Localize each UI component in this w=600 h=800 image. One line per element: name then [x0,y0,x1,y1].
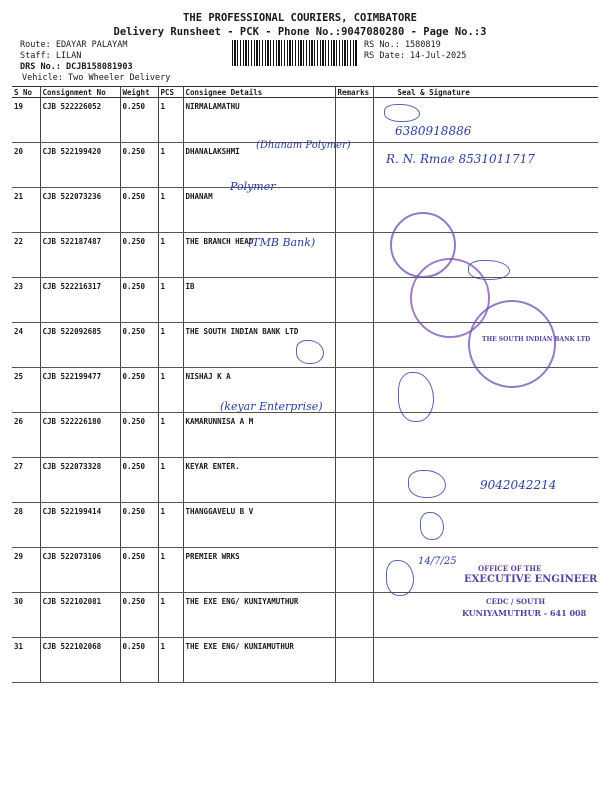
weight: 0.250 [120,98,158,143]
pcs: 1 [158,98,183,143]
col-remarks: Remarks [335,87,373,98]
vehicle-label: Vehicle: Two Wheeler Delivery [22,73,171,83]
remarks [335,233,373,278]
col-seal: Seal & Signature [373,87,598,98]
runsheet-subtitle: Delivery Runsheet - PCK - Phone No.:9047080280 - Page No.:3 [113,26,487,38]
consignee: THE BRANCH HEAD [183,233,335,278]
col-weight: Weight [120,87,158,98]
consignment-no: CJB 522073106 [40,548,120,593]
sno: 21 [12,188,40,233]
remarks [335,323,373,368]
weight: 0.250 [120,638,158,683]
table-row [12,503,598,548]
rs-number: RS No.: 1580819 [364,40,441,50]
remarks [335,413,373,458]
weight: 0.250 [120,143,158,188]
signature-19 [384,104,420,122]
remarks [335,548,373,593]
col-pcs: PCS [158,87,183,98]
table-row [12,413,598,458]
col-consignment: Consignment No [40,87,120,98]
consignment-no: CJB 522187487 [40,233,120,278]
remarks [335,368,373,413]
sno: 19 [12,98,40,143]
consignment-no: CJB 522102081 [40,593,120,638]
consignment-no: CJB 522199420 [40,143,120,188]
consignee: IB [183,278,335,323]
pcs: 1 [158,413,183,458]
pcs: 1 [158,503,183,548]
sno: 30 [12,593,40,638]
consignee: THE EXE ENG/ KUNIYAMUTHUR [183,593,335,638]
sno: 27 [12,458,40,503]
consignee: THE EXE ENG/ KUNIAMUTHUR [183,638,335,683]
consignment-no: CJB 522216317 [40,278,120,323]
handwritten-date-30: 14/7/25 [418,556,457,567]
consignee: KAMARUNNISA A M [183,413,335,458]
col-consignee: Consignee Details [183,87,335,98]
consignment-no: CJB 522226180 [40,413,120,458]
seal-signature [373,503,598,548]
sno: 29 [12,548,40,593]
consignment-no: CJB 522102068 [40,638,120,683]
exe-stamp-line1: OFFICE OF THE [478,564,542,573]
pcs: 1 [158,323,183,368]
signature-28 [408,470,446,498]
remarks [335,98,373,143]
sno: 22 [12,233,40,278]
weight: 0.250 [120,593,158,638]
remarks [335,638,373,683]
pcs: 1 [158,638,183,683]
weight: 0.250 [120,548,158,593]
pcs: 1 [158,278,183,323]
weight: 0.250 [120,278,158,323]
signature-26 [398,372,434,422]
handwritten-tmb-bank: (TMB Bank) [248,236,316,249]
weight: 0.250 [120,458,158,503]
weight: 0.250 [120,503,158,548]
route-label: Route: EDAYAR PALAYAM [20,40,128,50]
signature-29 [420,512,444,540]
pcs: 1 [158,368,183,413]
consignee: THE SOUTH INDIAN BANK LTD [183,323,335,368]
weight: 0.250 [120,413,158,458]
remarks [335,278,373,323]
consignment-no: CJB 522199477 [40,368,120,413]
col-sno: S No [12,87,40,98]
table-row [12,638,598,683]
sno: 20 [12,143,40,188]
weight: 0.250 [120,188,158,233]
pcs: 1 [158,188,183,233]
consignee: PREMIER WRKS [183,548,335,593]
remarks [335,458,373,503]
company-title: THE PROFESSIONAL COURIERS, COIMBATORE [183,12,417,24]
consignment-no: CJB 522092685 [40,323,120,368]
pcs: 1 [158,233,183,278]
exe-stamp-line3: CEDC / SOUTH [486,597,546,606]
pcs: 1 [158,548,183,593]
barcode [232,40,357,66]
exe-stamp-line4: KUNIYAMUTHUR - 641 008 [462,608,587,618]
table-row [12,188,598,233]
consignee: THANGGAVELU B V [183,503,335,548]
weight: 0.250 [120,368,158,413]
pcs: 1 [158,143,183,188]
remarks [335,593,373,638]
remarks [335,188,373,233]
handwritten-keyar-enterprise: (keyar Enterprise) [220,400,323,413]
weight: 0.250 [120,233,158,278]
sno: 24 [12,323,40,368]
signature-30 [386,560,414,596]
sno: 26 [12,413,40,458]
consignment-no: CJB 522226052 [40,98,120,143]
sib-round-stamp [468,300,556,388]
exe-stamp-line2: EXECUTIVE ENGINEER [464,574,598,585]
sno: 25 [12,368,40,413]
pcs: 1 [158,458,183,503]
seal-signature [373,638,598,683]
remarks [335,503,373,548]
signature-25 [296,340,324,364]
staff-label: Staff: LILAN [20,51,82,61]
consignment-no: CJB 522073236 [40,188,120,233]
table-row [12,98,598,143]
consignee: NIRMALAMATHU [183,98,335,143]
drs-label: DRS No.: DCJB158081903 [20,62,133,72]
pcs: 1 [158,593,183,638]
consignment-no: CJB 522073328 [40,458,120,503]
handwritten-phone-28: 9042042214 [480,478,557,492]
consignee: NISHAJ K A [183,368,335,413]
consignment-no: CJB 522199414 [40,503,120,548]
table-header-row [12,87,598,98]
consignee: KEYAR ENTER. [183,458,335,503]
sib-stamp-text: THE SOUTH INDIAN BANK LTD [482,336,591,343]
sno: 28 [12,503,40,548]
handwritten-phone-19: 6380918886 [395,124,472,138]
sno: 23 [12,278,40,323]
handwritten-polymer: Polymer [230,180,276,193]
handwritten-signer-20: R. N. Rmae 8531011717 [386,152,535,166]
consignee: DHANAM [183,188,335,233]
sno: 31 [12,638,40,683]
weight: 0.250 [120,323,158,368]
rs-date: RS Date: 14-Jul-2025 [364,51,467,61]
consignee: DHANALAKSHMI [183,143,335,188]
handwritten-dhanam-polymer: (Dhanam Polymer) [256,140,351,151]
